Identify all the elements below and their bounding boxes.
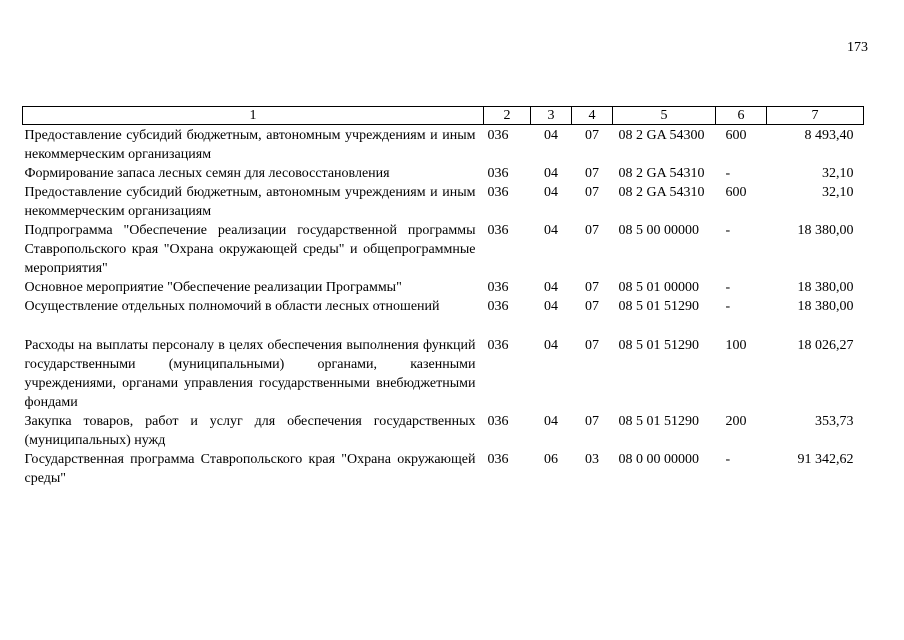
expense-type-code: - bbox=[725, 223, 731, 238]
row-name: Формирование запаса лесных семян для лесовосстановления bbox=[24, 166, 390, 181]
expense-type-code: 600 bbox=[725, 185, 747, 200]
table-row bbox=[23, 125, 864, 165]
table-row bbox=[23, 183, 864, 221]
row-name: Подпрограмма "Обеспечение реализации государственной программы Ставропольского края "Охрана окружающей среды" и общепрограммные мероприятия" bbox=[24, 223, 476, 276]
section-code: 04 bbox=[544, 166, 558, 181]
table-row bbox=[23, 316, 864, 412]
row-name: Расходы на выплаты персоналу в целях обеспечения выполнения функций государственными (муниципальными) органами, казенными учреждениями, органами управления государственными внебюджетными фондами bbox=[24, 338, 476, 410]
target-article-code: 08 2 GA 54310 bbox=[618, 185, 705, 200]
amount: 32,10 bbox=[822, 185, 854, 200]
target-article-code: 08 5 01 51290 bbox=[618, 338, 699, 353]
subsection-code: 07 bbox=[585, 280, 599, 295]
amount: 353,73 bbox=[815, 414, 854, 429]
budget-table bbox=[22, 106, 864, 488]
amount: 8 493,40 bbox=[804, 128, 854, 143]
section-code: 04 bbox=[544, 185, 558, 200]
column-header-7: 7 bbox=[767, 107, 864, 125]
table-row bbox=[23, 221, 864, 278]
target-article-code: 08 2 GA 54310 bbox=[618, 166, 705, 181]
ministry-code: 036 bbox=[487, 280, 509, 295]
section-code: 04 bbox=[544, 338, 558, 353]
ministry-code: 036 bbox=[487, 452, 509, 467]
amount: 18 380,00 bbox=[797, 299, 854, 314]
subsection-code: 03 bbox=[585, 452, 599, 467]
table-row bbox=[23, 297, 864, 316]
ministry-code: 036 bbox=[487, 414, 509, 429]
section-code: 04 bbox=[544, 128, 558, 143]
table-header-row bbox=[23, 107, 864, 125]
section-code: 04 bbox=[544, 414, 558, 429]
amount: 18 026,27 bbox=[797, 338, 854, 353]
column-header-6: 6 bbox=[716, 107, 767, 125]
section-code: 04 bbox=[544, 280, 558, 295]
column-header-4: 4 bbox=[572, 107, 613, 125]
expense-type-code: - bbox=[725, 166, 731, 181]
row-name: Закупка товаров, работ и услуг для обеспечения государственных (муниципальных) нужд bbox=[24, 414, 476, 448]
amount: 18 380,00 bbox=[797, 280, 854, 295]
row-name: Основное мероприятие "Обеспечение реализации Программы" bbox=[24, 280, 402, 295]
row-name: Государственная программа Ставропольского края "Охрана окружающей среды" bbox=[24, 452, 476, 486]
section-code: 04 bbox=[544, 223, 558, 238]
target-article-code: 08 5 00 00000 bbox=[618, 223, 699, 238]
expense-type-code: - bbox=[725, 452, 731, 467]
subsection-code: 07 bbox=[585, 299, 599, 314]
ministry-code: 036 bbox=[487, 338, 509, 353]
target-article-code: 08 5 01 51290 bbox=[618, 414, 699, 429]
table-row bbox=[23, 278, 864, 297]
row-name: Предоставление субсидий бюджетным, автономным учреждениям и иным некоммерческим организациям bbox=[24, 128, 476, 162]
row-name: Предоставление субсидий бюджетным, автономным учреждениям и иным некоммерческим организациям bbox=[24, 185, 476, 219]
subsection-code: 07 bbox=[585, 185, 599, 200]
subsection-code: 07 bbox=[585, 128, 599, 143]
amount: 32,10 bbox=[822, 166, 854, 181]
subsection-code: 07 bbox=[585, 223, 599, 238]
subsection-code: 07 bbox=[585, 338, 599, 353]
row-name: Осуществление отдельных полномочий в области лесных отношений bbox=[24, 299, 440, 314]
column-header-2: 2 bbox=[484, 107, 531, 125]
amount: 18 380,00 bbox=[797, 223, 854, 238]
expense-type-code: - bbox=[725, 299, 731, 314]
section-code: 04 bbox=[544, 299, 558, 314]
column-header-1: 1 bbox=[23, 107, 484, 125]
column-header-5: 5 bbox=[613, 107, 716, 125]
target-article-code: 08 0 00 00000 bbox=[618, 452, 699, 467]
target-article-code: 08 5 01 51290 bbox=[618, 299, 699, 314]
amount: 91 342,62 bbox=[797, 452, 854, 467]
column-header-3: 3 bbox=[531, 107, 572, 125]
ministry-code: 036 bbox=[487, 166, 509, 181]
ministry-code: 036 bbox=[487, 128, 509, 143]
subsection-code: 07 bbox=[585, 414, 599, 429]
page-number: 173 bbox=[847, 40, 868, 55]
expense-type-code: 600 bbox=[725, 128, 747, 143]
table-row bbox=[23, 412, 864, 450]
ministry-code: 036 bbox=[487, 299, 509, 314]
table-row bbox=[23, 164, 864, 183]
ministry-code: 036 bbox=[487, 185, 509, 200]
section-code: 06 bbox=[544, 452, 558, 467]
expense-type-code: - bbox=[725, 280, 731, 295]
table-row bbox=[23, 450, 864, 488]
expense-type-code: 100 bbox=[725, 338, 747, 353]
ministry-code: 036 bbox=[487, 223, 509, 238]
target-article-code: 08 5 01 00000 bbox=[618, 280, 699, 295]
expense-type-code: 200 bbox=[725, 414, 747, 429]
subsection-code: 07 bbox=[585, 166, 599, 181]
target-article-code: 08 2 GA 54300 bbox=[618, 128, 705, 143]
